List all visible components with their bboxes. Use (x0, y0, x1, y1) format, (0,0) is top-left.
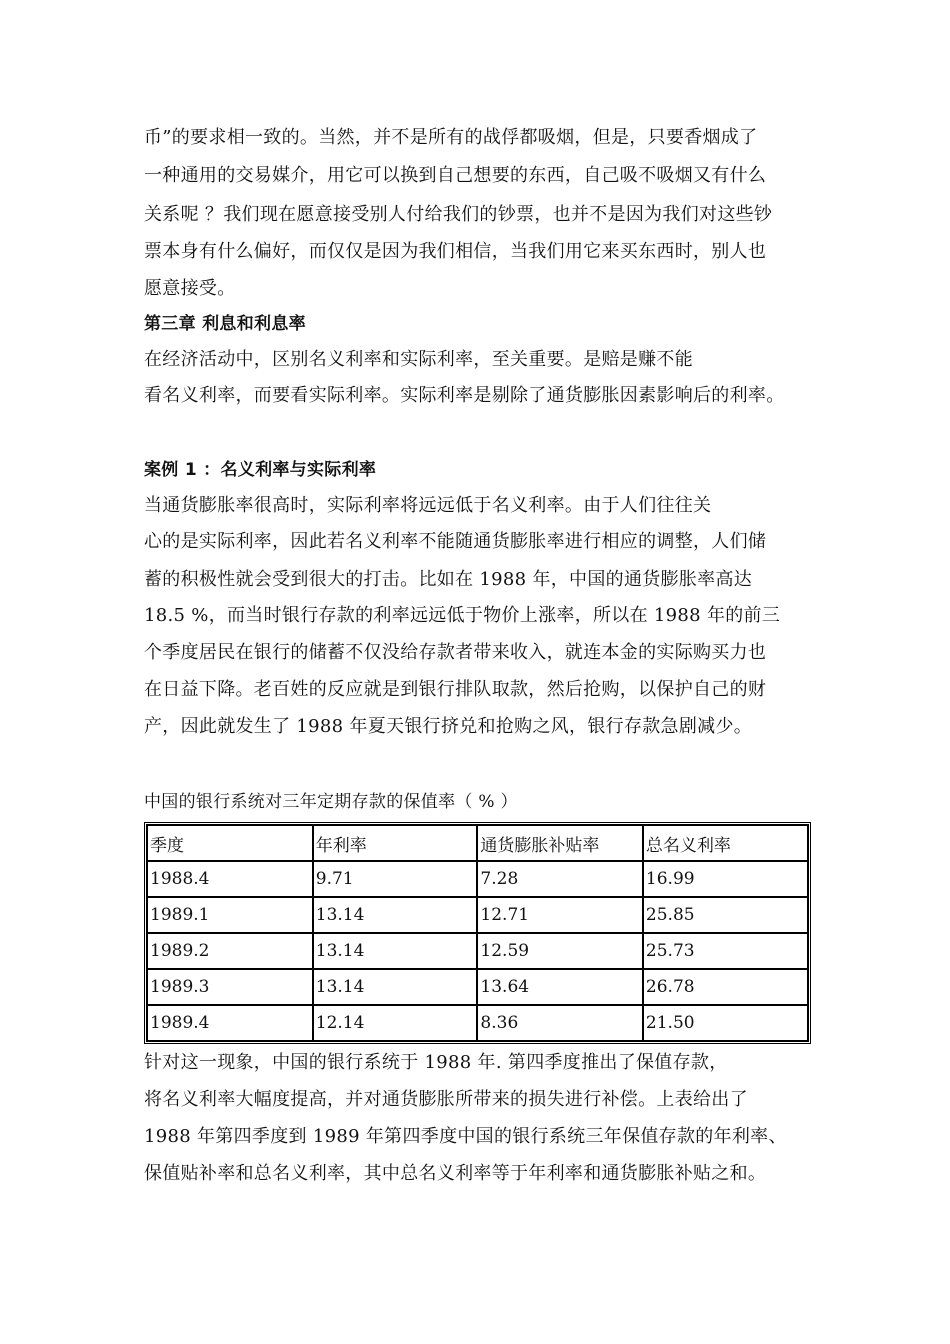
table-row (147, 933, 808, 969)
paragraph-line: 愿意接受。 (144, 278, 236, 299)
paragraph-line: 将名义利率大幅度提高，并对通货膨胀所带来的损失进行补偿。上表给出了 (144, 1089, 748, 1110)
table-cell: 12.71 (477, 897, 642, 933)
table-cell: 26.78 (643, 969, 808, 1005)
table-cell: 13.14 (313, 969, 478, 1005)
table-cell: 13.14 (313, 933, 478, 969)
paragraph-line: 币”的要求相一致的。当然，并不是所有的战俘都吸烟，但是，只要香烟成了 (144, 127, 758, 148)
table-cell: 21.50 (643, 1005, 808, 1041)
paragraph-line: 1988 年第四季度到 1989 年第四季度中国的银行系统三年保值存款的年利率、 (144, 1126, 787, 1147)
table-cell: 25.73 (643, 933, 808, 969)
table-caption: 中国的银行系统对三年定期存款的保值率（ % ） (144, 792, 518, 812)
table-cell: 1989.2 (147, 933, 313, 969)
table-row (147, 897, 808, 933)
paragraph-line: 当通货膨胀率很高时，实际利率将远远低于名义利率。由于人们往往关 (144, 495, 712, 516)
table-row (147, 861, 808, 897)
data-table (144, 822, 811, 1044)
table-header-cell: 通货膨胀补贴率 (477, 825, 642, 861)
table-header-cell: 年利率 (313, 825, 478, 861)
table-header-cell: 总名义利率 (643, 825, 808, 861)
paragraph-line: 心的是实际利率，因此若名义利率不能随通货膨胀率进行相应的调整，人们储 (144, 531, 767, 552)
table-cell: 7.28 (477, 861, 642, 897)
table-header-row (147, 825, 808, 861)
table-cell: 1988.4 (147, 861, 313, 897)
table-row (147, 1005, 808, 1041)
paragraph-line: 在经济活动中，区别名义利率和实际利率，至关重要。是赔是赚不能 (144, 349, 693, 370)
table-header-cell: 季度 (147, 825, 313, 861)
table-cell: 1989.4 (147, 1005, 313, 1041)
paragraph-line: 关系呢 ？我们现在愿意接受别人付给我们的钞票，也并不是因为我们对这些钞 (144, 204, 773, 225)
chapter-heading: 第三章 利息和利息率 (144, 314, 306, 334)
table-cell: 9.71 (313, 861, 478, 897)
table-cell: 1989.3 (147, 969, 313, 1005)
case-heading: 案例 1 ：名义利率与实际利率 (144, 460, 377, 480)
table-cell: 12.59 (477, 933, 642, 969)
table-cell: 8.36 (477, 1005, 642, 1041)
paragraph-line: 个季度居民在银行的储蓄不仅没给存款者带来收入，就连本金的实际购买力也 (144, 642, 767, 663)
paragraph-line: 票本身有什么偏好，而仅仅是因为我们相信，当我们用它来买东西时，别人也 (144, 241, 767, 262)
paragraph-line: 蓄的积极性就会受到很大的打击。比如在 1988 年，中国的通货膨胀率高达 (144, 569, 753, 590)
paragraph-line: 产，因此就发生了 1988 年夏天银行挤兑和抢购之风，银行存款急剧减少。 (144, 716, 753, 737)
paragraph-line: 18.5 %，而当时银行存款的利率远远低于物价上涨率，所以在 1988 年的前三 (144, 605, 781, 626)
table-cell: 13.14 (313, 897, 478, 933)
table-cell: 25.85 (643, 897, 808, 933)
table-cell: 1989.1 (147, 897, 313, 933)
paragraph-line: 针对这一现象，中国的银行系统于 1988 年. 第四季度推出了保值存款， (144, 1052, 728, 1073)
table-row (147, 969, 808, 1005)
paragraph-line: 看名义利率，而要看实际利率。实际利率是剔除了通货膨胀因素影响后的利率。 (144, 385, 785, 406)
table-cell: 12.14 (313, 1005, 478, 1041)
paragraph-line: 在日益下降。老百姓的反应就是到银行排队取款，然后抢购，以保护自己的财 (144, 679, 767, 700)
table-cell: 16.99 (643, 861, 808, 897)
paragraph-line: 保值贴补率和总名义利率，其中总名义利率等于年利率和通货膨胀补贴之和。 (144, 1163, 767, 1184)
paragraph-line: 一种通用的交易媒介，用它可以换到自己想要的东西，自己吸不吸烟又有什么 (144, 165, 767, 186)
table-cell: 13.64 (477, 969, 642, 1005)
